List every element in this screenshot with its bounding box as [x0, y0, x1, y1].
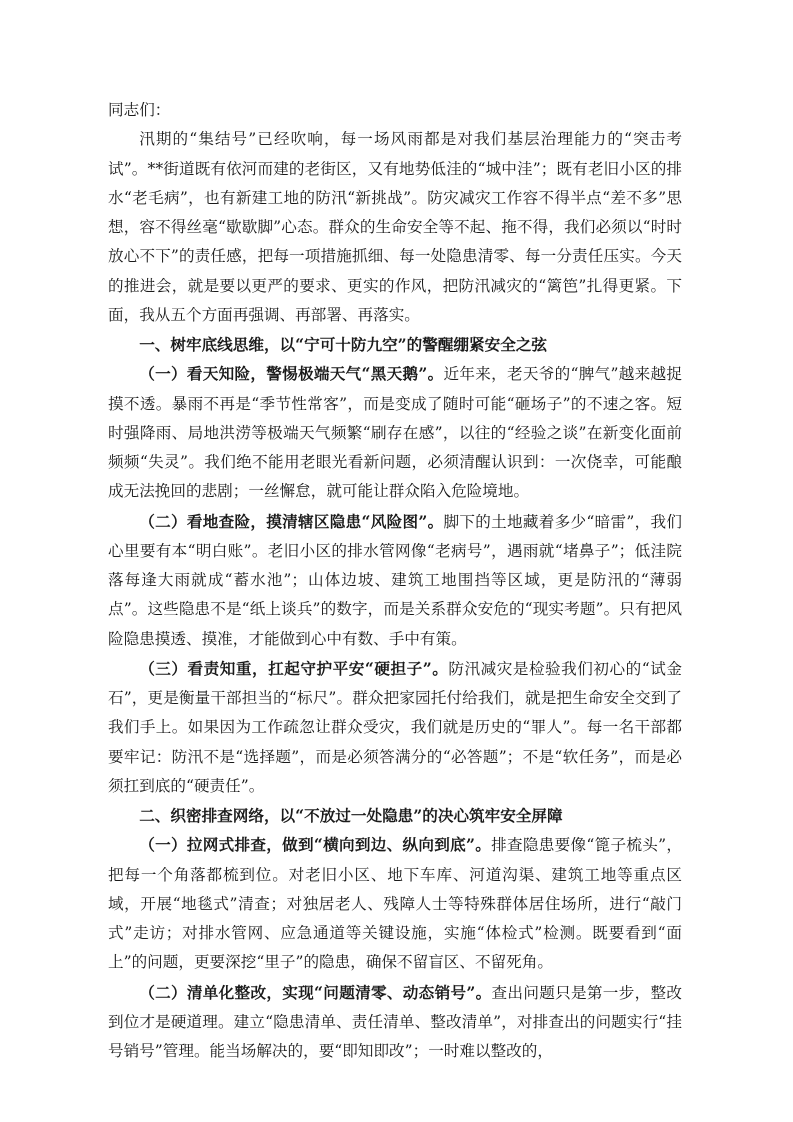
- paragraph-title: （一）看天知险，警惕极端天气“黑天鹅”。: [139, 364, 444, 384]
- salutation: 同志们：: [108, 101, 171, 119]
- paragraph-2-1: [108, 830, 682, 977]
- paragraph-text: 查出问题只是第一步，整改到位才是硬道理。建立“隐患清单、责任清单、整改清单”，对排查出的问题实行“挂号销号”管理。能当场解决的，要“即知即改”；一时难以整改的，: [108, 983, 682, 1060]
- section-heading-1: 一、树牢底线思维，以“宁可十防九空”的警醒绷紧安全之弦: [139, 335, 547, 354]
- paragraph-1-2: [108, 507, 682, 654]
- intro-paragraph: 汛期的“集结号”已经吹响，每一场风雨都是对我们基层治理能力的“突击考试”。**街道既有依河而建的老街区，又有地势低洼的“城中洼”；既有老旧小区的排水“老毛病”，也有新建工地的防汛“新挑战”。防灾减灾工作容不得半点“差不多”思想，容不得丝毫“歇歇脚”心态。群众的生命安全等不起、拖不得，我们必须以“时时放心不下”的责任感，把每一项措施抓细、每一处隐患清零、每一分责任压实。今天的推进会，就是要以更严的要求、更实的作风，把防汛减灾的“篱笆”扎得更紧。下面，我从五个方面再强调、再部署、再落实。: [108, 130, 682, 324]
- paragraph-text: 近年来，老天爷的“脾气”越来越捉摸不透。暴雨不再是“季节性常客”，而是变成了随时可能“砸场子”的不速之客。短时强降雨、局地洪涝等极端天气频繁“刷存在感”，以往的“经验之谈”在新变化面前频频“失灵”。我们绝不能用老眼光看新问题，必须清醒认识到：一次侥幸，可能酿成无法挽回的悲剧；一丝懈怠，就可能让群众陷入危险境地。: [108, 365, 682, 501]
- paragraph-text: 排查隐患要像“篦子梳头”，把每一个角落都梳到位。对老旧小区、地下车库、河道沟渠、建筑工地等重点区域，开展“地毯式”清查；对独居老人、残障人士等特殊群体居住场所，进行“敲门式”走访；对排水管网、应急通道等关键设施，实施“体检式”检测。既要看到“面上”的问题，更要深挖“里子”的隐患，确保不留盲区、不留死角。: [108, 836, 682, 972]
- paragraph-title: （一）拉网式排查，做到“横向到边、纵向到底”。: [139, 835, 492, 855]
- paragraph-title: （三）看责知重，扛起守护平安“硬担子”。: [139, 658, 449, 678]
- paragraph-title: （二）清单化整改，实现“问题清零、动态销号”。: [139, 982, 492, 1002]
- section-heading-2: 二、织密排查网络，以“不放过一处隐患”的决心筑牢安全屏障: [139, 806, 563, 825]
- paragraph-2-2: [108, 978, 682, 1067]
- document-body: [108, 96, 682, 1066]
- paragraph-text: 脚下的土地藏着多少“暗雷”，我们心里要有本“明白账”。老旧小区的排水管网像“老病号”，遇雨就“堵鼻子”；低洼院落每逢大雨就成“蓄水池”；山体边坡、建筑工地围挡等区域，更是防汛的“薄弱点”。这些隐患不是“纸上谈兵”的数字，而是关系群众安危的“现实考题”。只有把风险隐患摸透、摸准，才能做到心中有数、手中有策。: [108, 512, 682, 648]
- paragraph-title: （二）看地查险，摸清辖区隐患“风险图”。: [139, 511, 444, 531]
- paragraph-text: 防汛减灾是检验我们初心的“试金石”，更是衡量干部担当的“标尺”。群众把家园托付给我们，就是把生命安全交到了我们手上。如果因为工作疏忽让群众受灾，我们就是历史的“罪人”。每一名干部都要牢记：防汛不是“选择题”，而是必须答满分的“必答题”；不是“软任务”，而是必须扛到底的“硬责任”。: [108, 659, 682, 795]
- paragraph-1-3: [108, 654, 682, 801]
- paragraph-1-1: [108, 359, 682, 506]
